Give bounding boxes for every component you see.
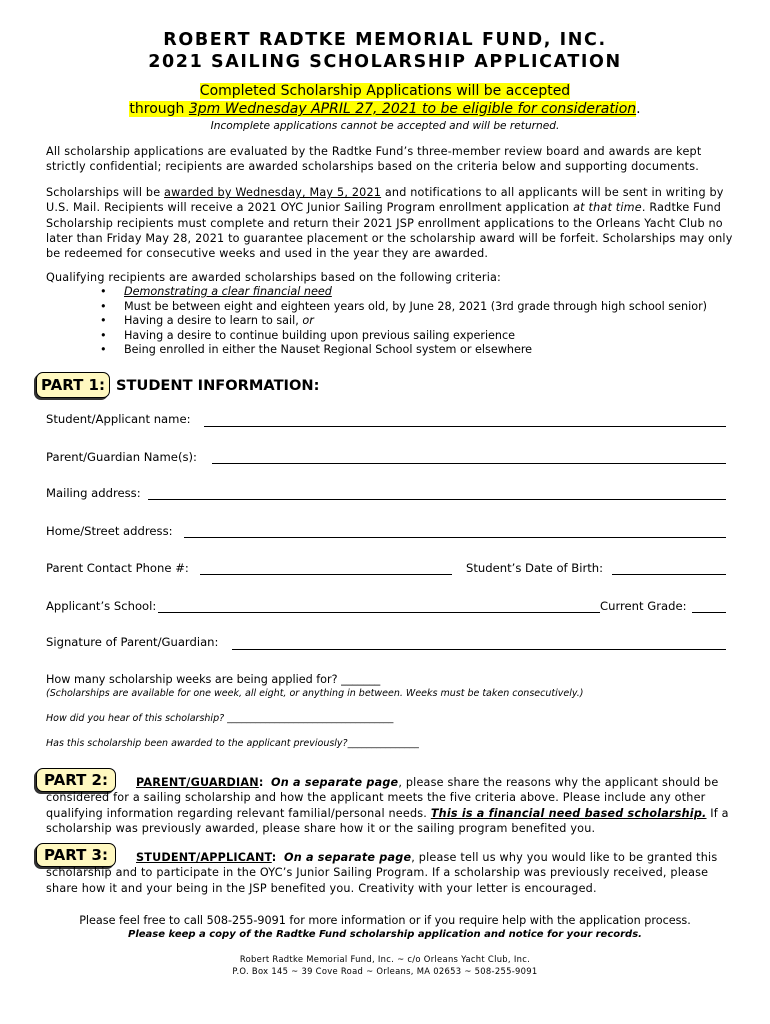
school-field[interactable]: [158, 612, 600, 613]
student-name-label: Student/Applicant name:: [46, 412, 191, 426]
home-address-label: Home/Street address:: [46, 524, 173, 538]
part1-title: STUDENT INFORMATION:: [116, 377, 320, 394]
criteria-list: [100, 285, 707, 358]
mailing-address-label: Mailing address:: [46, 486, 141, 500]
phone-field[interactable]: [200, 574, 452, 575]
deadline-date: 3pm Wednesday APRIL 27, 2021 to be eligible for consideration: [188, 101, 637, 117]
hear-question[interactable]: How did you hear of this scholarship? ___________________________________: [46, 713, 394, 724]
criteria-item: • Must be between eight and eighteen years old, by June 28, 2021 (3rd grade through high school senior): [100, 299, 708, 313]
mailing-address-field[interactable]: [148, 499, 726, 500]
part3-paragraph: STUDENT/APPLICANT: On a separate page, please tell us why you would like to be granted this scholarship and to participate in the OYC’s Junior Sailing Program. If a scholarship was previously received, please share how it and your being in the JSP benefited you. Creativity with your letter is encouraged.: [46, 851, 718, 895]
intro-paragraph-2: Scholarships will be awarded by Wednesday, May 5, 2021 and notifications to all applicants will be sent in writing by U.S. Mail. Recipients will receive a 2021 OYC Junior Sailing Program enrollment application at that time. Radtke Fund Scholarship recipients must complete and return their 2021 JSP enrollment applications to the Orleans Yacht Club no later than Friday May 28, 2021 to guarantee placement or the scholarship award will be forfeit. Scholarships may only be redeemed for consecutive weeks and used in the year they are awarded.: [46, 186, 733, 261]
school-label: Applicant’s School:: [46, 599, 157, 613]
footer-line-2: P.O. Box 145 ~ 39 Cove Road ~ Orleans, MA 02653 ~ 508-255-9091: [232, 966, 538, 976]
weeks-note: (Scholarships are available for one week, all eight, or anything in between. Weeks must be taken consecutively.): [46, 688, 584, 699]
document-title: ROBERT RADTKE MEMORIAL FUND, INC.: [163, 30, 607, 50]
signature-label: Signature of Parent/Guardian:: [46, 635, 219, 649]
student-name-field[interactable]: [204, 426, 726, 427]
weeks-question[interactable]: How many scholarship weeks are being applied for? _______: [46, 673, 381, 686]
part2-paragraph: PARENT/GUARDIAN: On a separate page, please share the reasons why the applicant should be considered for a sailing scholarship and how the applicant meets the five criteria above. Please include any other qualifying information regarding relevant familial/personal needs. This is a financial need based scholarship. If a scholarship was previously awarded, please share how it or the sailing program benefited you.: [46, 776, 729, 835]
grade-field[interactable]: [692, 612, 726, 613]
criteria-intro: Qualifying recipients are awarded scholarships based on the following criteria:: [46, 271, 502, 284]
parent-name-label: Parent/Guardian Name(s):: [46, 450, 197, 464]
document-subtitle: 2021 SAILING SCHOLARSHIP APPLICATION: [148, 52, 622, 72]
signature-field[interactable]: [232, 649, 726, 650]
criteria-item: • Being enrolled in either the Nauset Regional School system or elsewhere: [100, 343, 533, 357]
part1-badge: PART 1:: [36, 372, 110, 398]
contact-info: Please feel free to call 508-255-9091 for more information or if you require help with the application process.: [79, 914, 691, 927]
footer-line-1: Robert Radtke Memorial Fund, Inc. ~ c/o Orleans Yacht Club, Inc.: [239, 954, 531, 964]
home-address-field[interactable]: [184, 537, 726, 538]
criteria-item: • Having a desire to continue building upon previous sailing experience: [100, 328, 516, 342]
part2-badge: PART 2:: [36, 768, 116, 792]
dob-label: Student’s Date of Birth:: [466, 561, 604, 575]
grade-label: Current Grade:: [600, 599, 687, 613]
awarded-question[interactable]: Has this scholarship been awarded to the applicant previously?_______________: [46, 738, 419, 749]
deadline-line-2: through 3pm Wednesday APRIL 27, 2021 to be eligible for consideration.: [129, 101, 641, 117]
phone-label: Parent Contact Phone #:: [46, 561, 189, 575]
keep-copy-note: Please keep a copy of the Radtke Fund scholarship application and notice for your records.: [128, 929, 642, 940]
incomplete-note: Incomplete applications cannot be accepted and will be returned.: [210, 120, 560, 132]
criteria-item: • Having a desire to learn to sail, or: [100, 314, 314, 328]
deadline-line-1: Completed Scholarship Applications will be accepted: [199, 83, 571, 99]
dob-field[interactable]: [612, 574, 726, 575]
part3-badge: PART 3:: [36, 843, 116, 867]
criteria-item: • Demonstrating a clear financial need: [100, 285, 332, 298]
parent-name-field[interactable]: [212, 463, 726, 464]
intro-paragraph-1: All scholarship applications are evaluated by the Radtke Fund’s three-member review board and awards are kept strictly confidential; recipients are awarded scholarships based on the criteria below and supporting documents.: [46, 145, 702, 174]
